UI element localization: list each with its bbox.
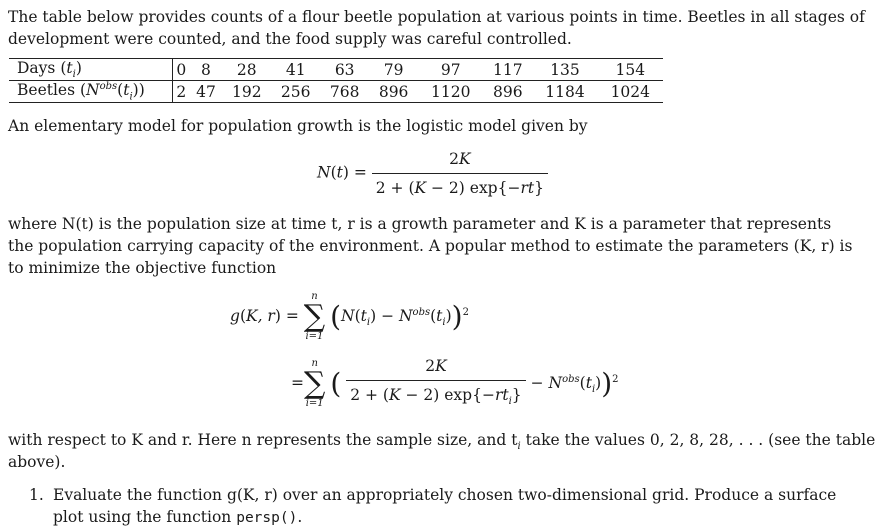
model-intro: An elementary model for population growth is the logistic model given by <box>8 117 588 135</box>
where-line-1: where N(t) is the population size at time t, r is a growth parameter and K is a parameter that represents <box>8 215 832 233</box>
beetles-cell: 47 <box>196 82 216 101</box>
days-row <box>9 59 663 81</box>
beetles-cell: 256 <box>280 82 311 101</box>
days-cell: 97 <box>418 59 483 81</box>
where-line-2: the population carrying capacity of the environment. A popular method to estimate the parameters (K, r) is <box>8 237 853 255</box>
beetle-table <box>9 58 663 103</box>
days-cell: 0 <box>173 59 190 81</box>
beetles-row <box>9 81 663 103</box>
beetles-cell: 1120 <box>431 82 471 101</box>
days-cell: 79 <box>369 59 418 81</box>
days-cell: 63 <box>320 59 369 81</box>
beetles-cell: 768 <box>329 82 360 101</box>
beetles-cell: 896 <box>493 82 523 101</box>
intro-line-1: The table below provides counts of a flour beetle population at various points in time. Beetles in all stages of <box>8 8 865 26</box>
beetles-cell: 192 <box>231 82 262 101</box>
where-line-3: to minimize the objective function <box>8 259 277 277</box>
days-cell: 154 <box>598 59 663 81</box>
beetles-cell: 896 <box>378 82 409 101</box>
respect-line-2: above). <box>8 453 66 471</box>
days-cell: 28 <box>222 59 271 81</box>
beetles-cell: 1184 <box>545 82 585 101</box>
objective-line-1: g(K, r) = n ∑ i=1 $(N(t_i) - N^{obs}(t_i))^2$ <box>230 291 469 342</box>
logistic-equation: N(t) = $\frac{2K}{2 + (K - 2) \exp\{-rt\}}$ <box>317 148 548 199</box>
objective-line-2: = n ∑ i=1 ( $\frac{2K}{2 + (K - 2) \exp\{-rt_i\}}$ − $N^{obs}(t_i))^2$ <box>291 357 619 410</box>
days-header: Days $(t_i)$ <box>9 59 173 81</box>
persp-code: persp() <box>236 510 298 526</box>
days-cell: 117 <box>483 59 532 81</box>
days-cell: 41 <box>271 59 320 81</box>
days-cell: 135 <box>532 59 597 81</box>
respect-line-1: with respect to K and r. Here n represents the sample size, and $t_i$ take the values 0, 2, 8, 28, . . . (see the table <box>8 431 876 453</box>
intro-line-2: development were counted, and the food supply was careful controlled. <box>8 30 572 48</box>
beetles-header: Beetles $(N^{obs}(t_i))$ <box>17 81 145 103</box>
task-number: 1. <box>29 486 44 504</box>
task-line-2: plot using the function persp(). <box>53 508 303 526</box>
beetles-cell: 1024 <box>610 82 651 101</box>
task-line-1: Evaluate the function g(K, r) over an appropriately chosen two-dimensional grid. Produce a surface <box>53 486 837 504</box>
beetles-cell: 2 <box>173 81 190 103</box>
days-cell: 8 <box>190 59 223 81</box>
